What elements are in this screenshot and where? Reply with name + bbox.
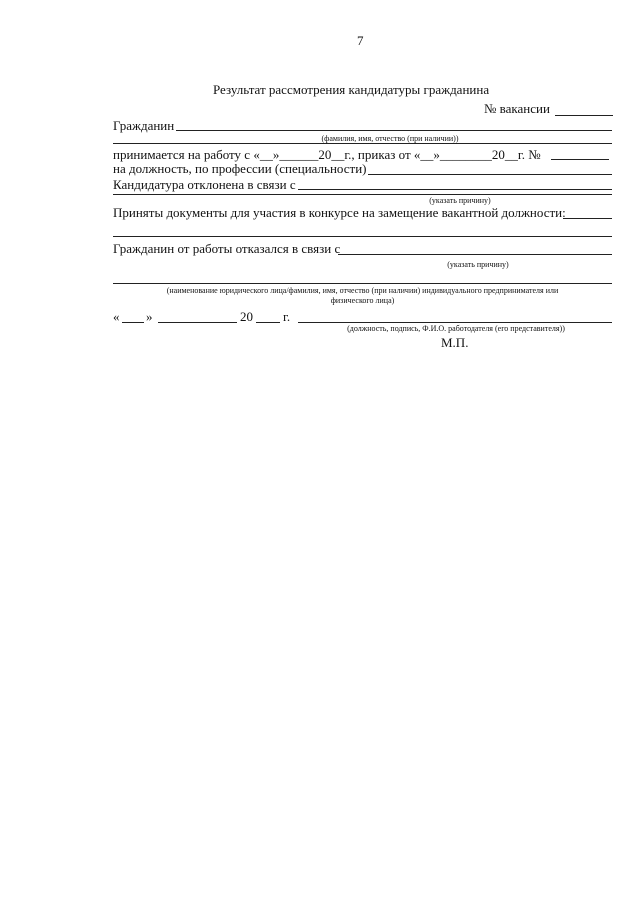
order-number-field[interactable] (551, 159, 609, 160)
rejection-reason-line-2[interactable] (113, 194, 612, 195)
documents-line-2[interactable] (113, 236, 612, 237)
form-title: Результат рассмотрения кандидатуры гражданина (213, 82, 490, 97)
employer-caption-line1: (наименование юридического лица/фамилия, имя, отчество (при наличии) индивидуального предпринимателя или (166, 286, 559, 295)
position-field[interactable] (368, 174, 612, 175)
page-number: 7 (357, 33, 364, 48)
refused-text: Гражданин от работы отказался в связи с (113, 241, 341, 256)
position-text: на должность, по профессии (специальности) (113, 161, 367, 176)
citizen-name-field[interactable] (176, 130, 612, 131)
signature-caption: (должность, подпись, Ф.И.О. работодателя (его представителя)) (347, 324, 565, 333)
vacancy-label: № вакансии (484, 101, 550, 116)
date-day-field[interactable] (122, 322, 144, 323)
reason-caption-2: (указать причину) (447, 260, 509, 269)
rejected-text: Кандидатура отклонена в связи с (113, 177, 296, 192)
documents-text: Приняты документы для участия в конкурсе на замещение вакантной должности: (113, 205, 566, 220)
rejection-reason-field[interactable] (298, 189, 612, 190)
date-open-quote: « (113, 309, 120, 324)
employer-name-field[interactable] (113, 283, 612, 284)
seal-mark: М.П. (441, 335, 469, 350)
citizen-label: Гражданин (113, 118, 175, 133)
signature-field[interactable] (298, 322, 612, 323)
name-caption: (фамилия, имя, отчество (при наличии)) (321, 134, 459, 143)
date-close-quote: » (146, 309, 153, 324)
date-year-prefix: 20 (240, 309, 253, 324)
vacancy-number-field[interactable] (555, 115, 613, 116)
date-month-field[interactable] (158, 322, 237, 323)
documents-field[interactable] (563, 218, 612, 219)
hire-text: принимается на работу с «__»______20__г., приказ от «__»________20__г. № (113, 147, 541, 162)
employer-caption-line2: физического лица) (330, 296, 395, 305)
refusal-reason-field[interactable] (338, 254, 612, 255)
date-year-field[interactable] (256, 322, 280, 323)
date-year-suffix: г. (283, 309, 291, 324)
reason-caption-1: (указать причину) (429, 196, 491, 205)
